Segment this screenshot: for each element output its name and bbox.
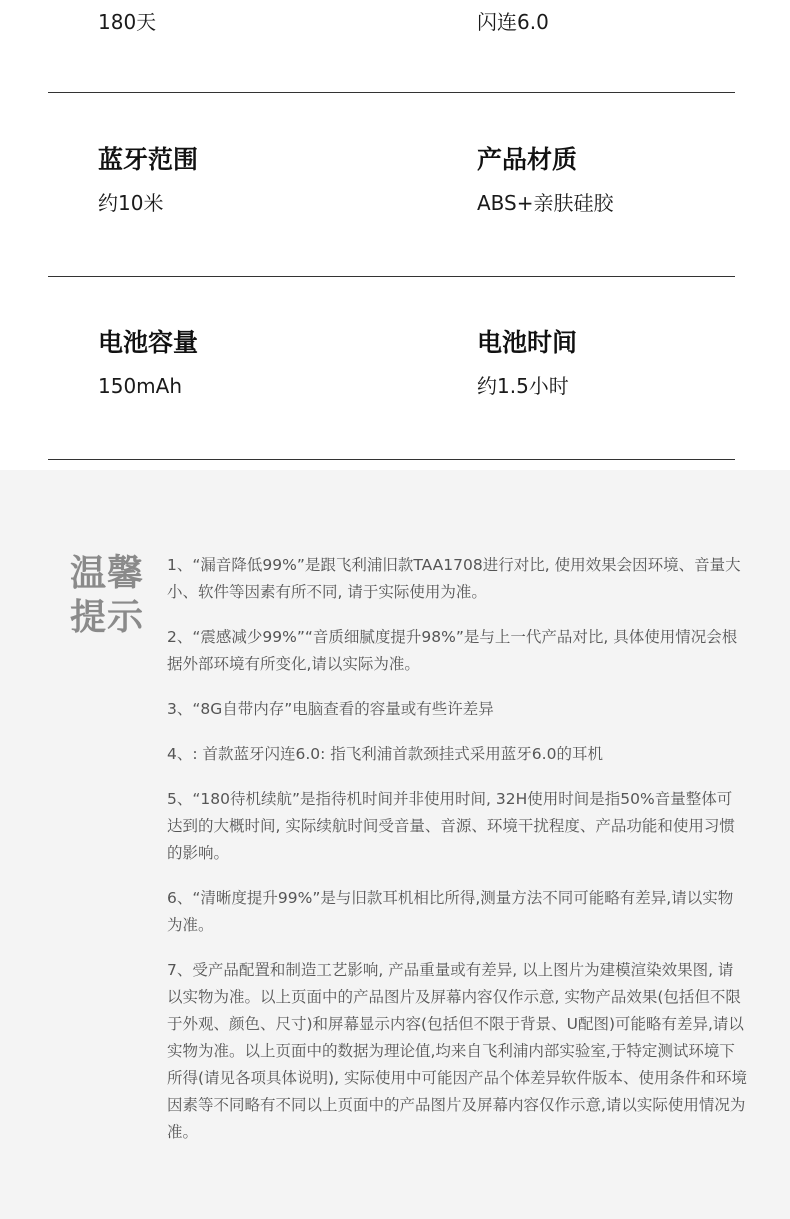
tip-note-1: 1、“漏音降低99%”是跟飞利浦旧款TAA1708进行对比, 使用效果会因环境、音量大小、软件等因素有所不同, 请于实际使用为准。 [167, 556, 741, 601]
spec-title-material: 产品材质 [477, 145, 578, 174]
tip-note-7: 7、受产品配置和制造工艺影响, 产品重量或有差异, 以上图片为建模渲染效果图, 请以实物为准。以上页面中的产品图片及屏幕内容仅作示意, 实物产品效果(包括但不限于外观、颜色、尺寸)和屏幕显示内容(包括但不限于背景、U配图)可能略有差异,请以实物为准。以上页面中的数据为理论值,均来自飞利浦内部实验室,于特定测试环境下所得(请见各项具体说明), 实际使用中可能因产品个体差异软件版本、使用条件和环境因素等不同略有不同以上页面中的产品图片及屏幕内容仅作示意,请以实际使用情况为准。 [167, 961, 747, 1141]
spec-title-battery-time: 电池时间 [477, 328, 578, 357]
tips-notes [167, 552, 747, 1164]
tips-heading-line1: 温馨 [70, 553, 145, 594]
divider-2 [48, 276, 735, 277]
spec-title-bt-range: 蓝牙范围 [98, 145, 199, 174]
tip-note-3: 3、“8G自带内存”电脑查看的容量或有些许差异 [167, 700, 494, 718]
divider-1 [48, 92, 735, 93]
spec-value-material: ABS+亲肤硅胶 [477, 191, 614, 215]
tip-note-4: 4、: 首款蓝牙闪连6.0: 指飞利浦首款颈挂式采用蓝牙6.0的耳机 [167, 745, 603, 763]
spec-title-battery-capacity: 电池容量 [98, 328, 199, 357]
divider-3 [48, 459, 735, 460]
tips-heading-line2: 提示 [70, 597, 145, 638]
spec-value-standby: 180天 [98, 10, 157, 34]
spec-value-connect: 闪连6.0 [477, 10, 549, 34]
spec-section [0, 0, 790, 470]
spec-value-battery-capacity: 150mAh [98, 374, 183, 398]
tip-note-2: 2、“震感减少99%”“音质细腻度提升98%”是与上一代产品对比, 具体使用情况会根据外部环境有所变化,请以实际为准。 [167, 628, 738, 673]
spec-value-bt-range: 约10米 [98, 191, 164, 215]
spec-value-battery-time: 约1.5小时 [477, 374, 569, 398]
tip-note-5: 5、“180待机续航”是指待机时间并非使用时间, 32H使用时间是指50%音量整体可达到的大概时间, 实际续航时间受音量、音源、环境干扰程度、产品功能和使用习惯的影响。 [167, 790, 735, 862]
tips-heading [70, 552, 160, 640]
tip-note-6: 6、“清晰度提升99%”是与旧款耳机相比所得,测量方法不同可能略有差异,请以实物为准。 [167, 889, 734, 934]
